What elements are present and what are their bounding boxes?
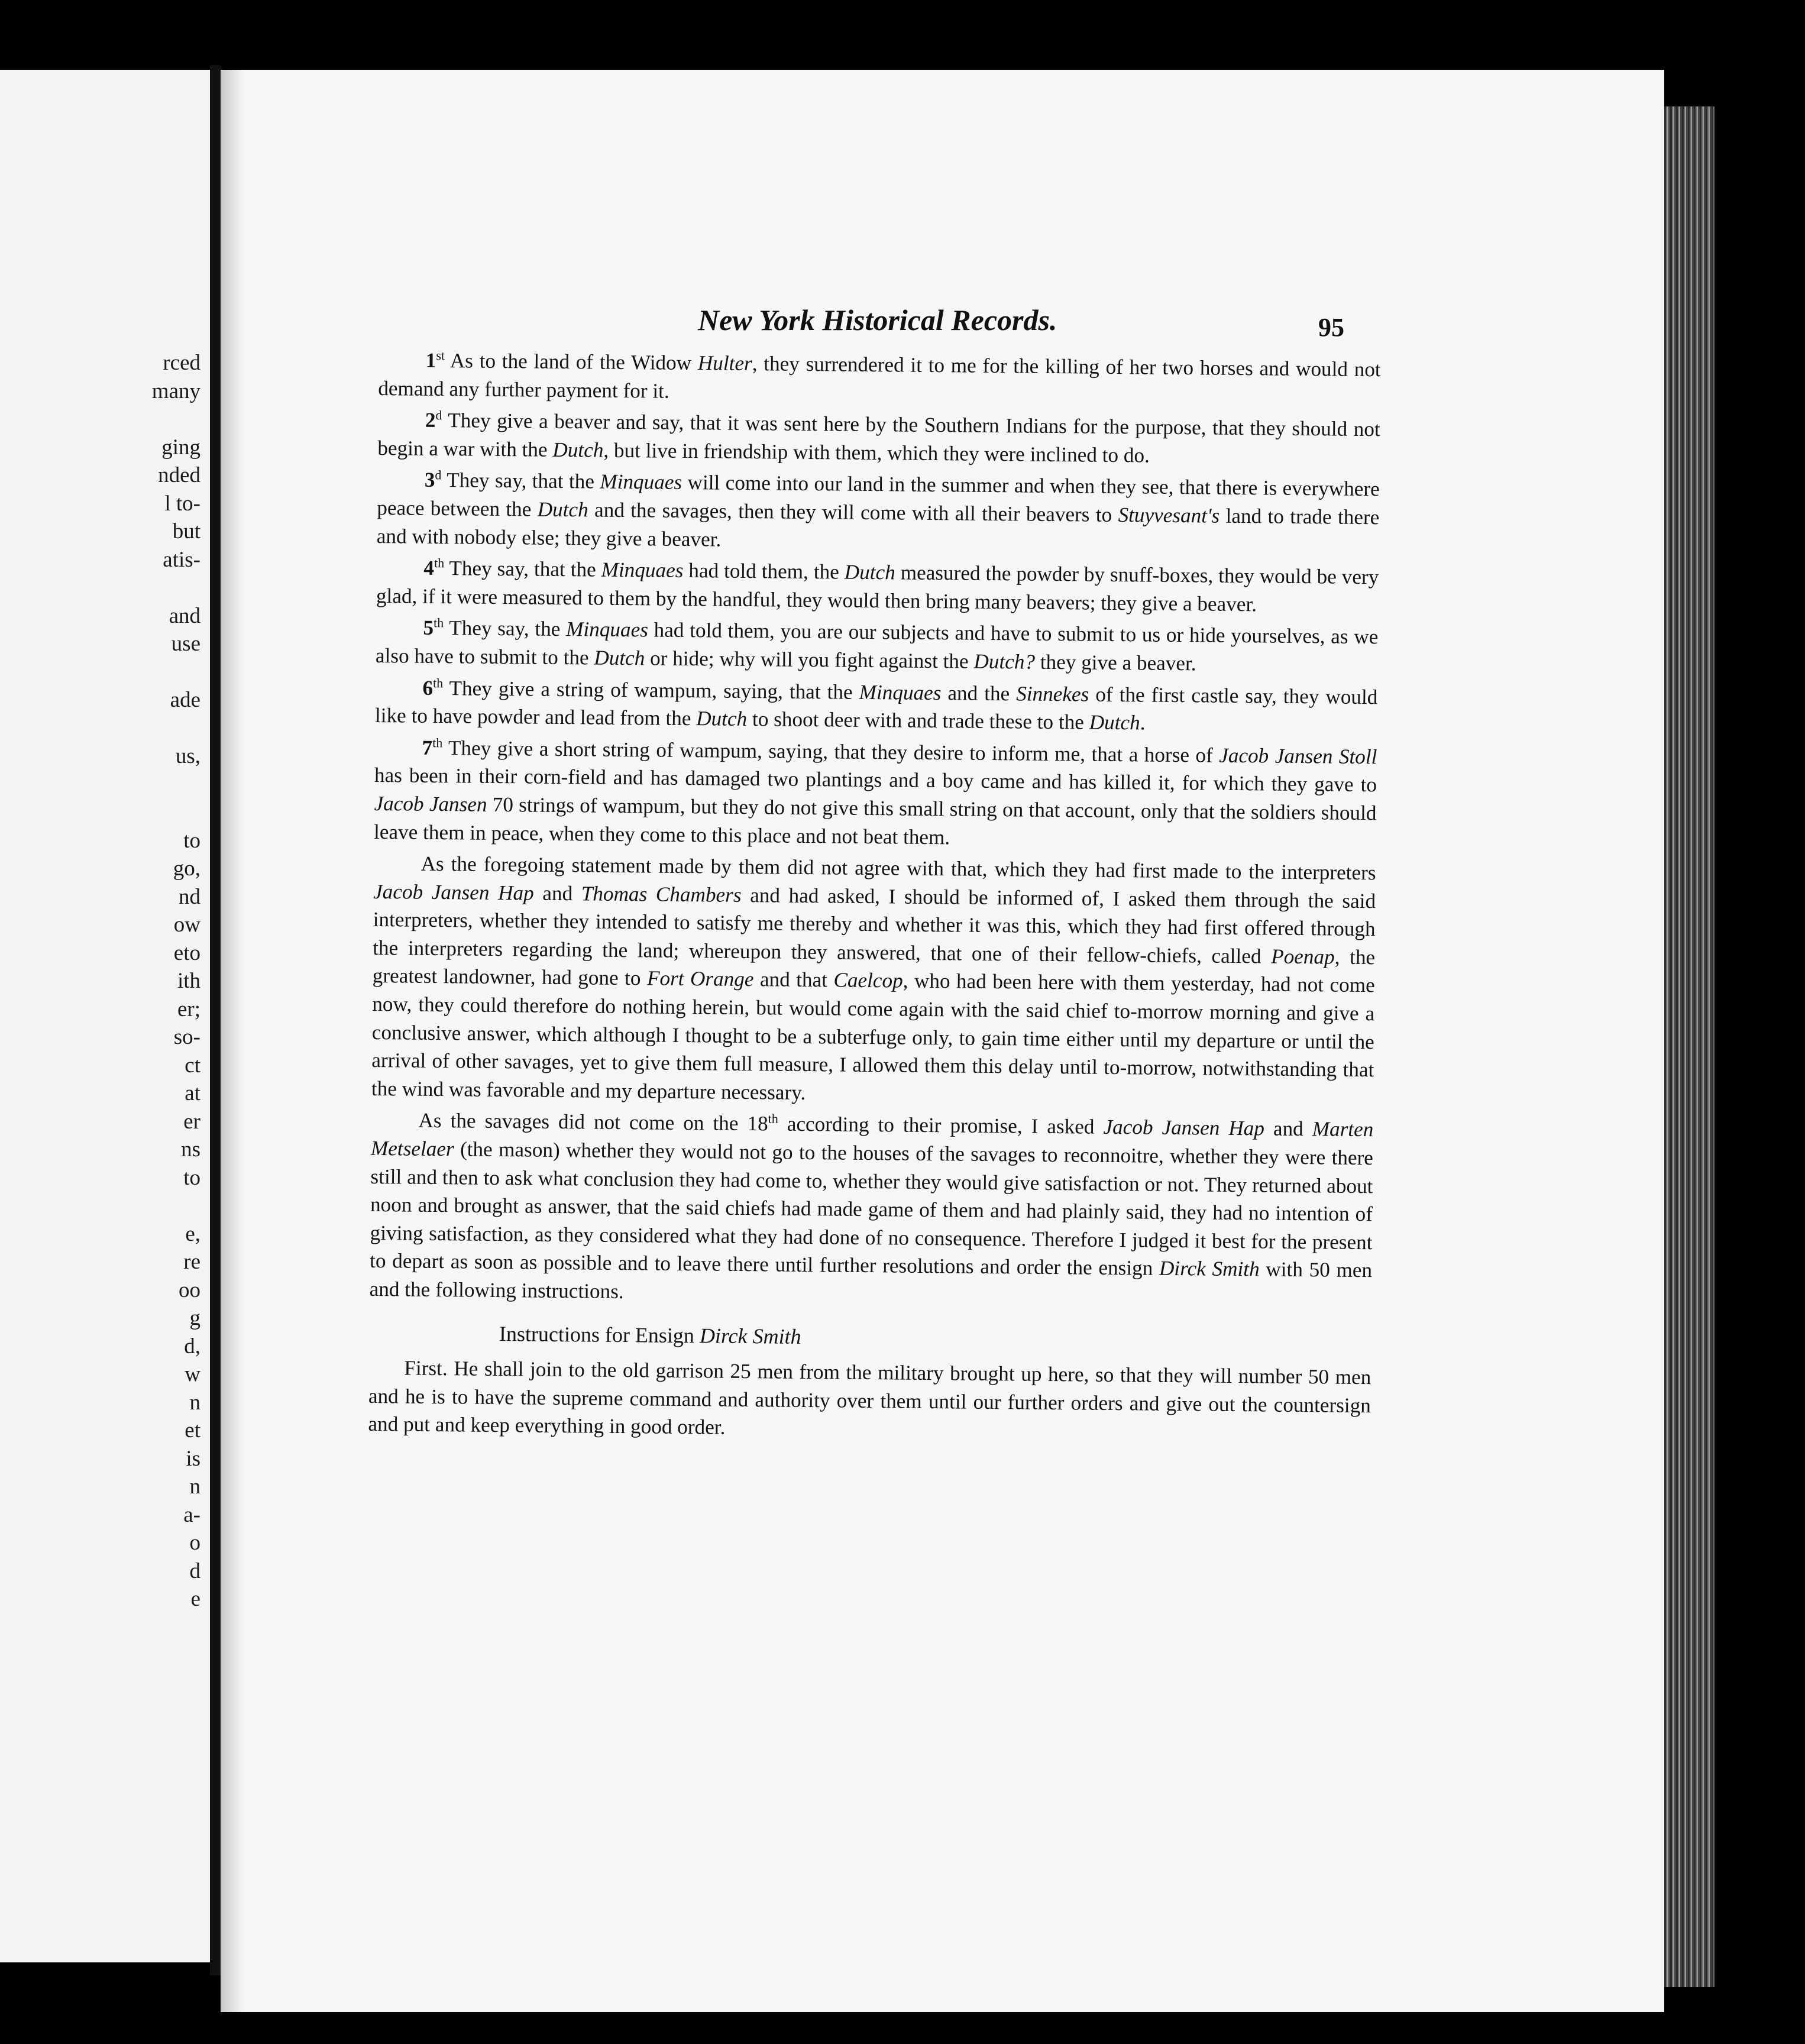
facing-page-fragment-line: re — [183, 1250, 200, 1274]
statement-segment: Jacob Jansen — [374, 791, 487, 816]
statement-segment: they give a beaver. — [1034, 650, 1196, 675]
narrative-segment: with 50 men and the following instructions. — [369, 1257, 1373, 1304]
narrative-segment: Jacob Jansen Hap — [373, 879, 534, 905]
facing-page-fragment-line: to — [183, 828, 200, 853]
narrative-segment: Caelcop — [833, 968, 903, 993]
statement-number: 5 — [423, 616, 434, 640]
facing-page-fragment-line — [112, 1192, 200, 1220]
facing-page-fragment-line — [112, 798, 200, 827]
facing-page-fragment-line: nd — [179, 884, 200, 909]
statement-segment: They give a beaver and say, that it was sent here by the Southern Indians for the purpose, that they should not begin a war with the — [377, 409, 1380, 461]
facing-page-fragment-line: ging — [161, 435, 200, 460]
statement-number: 7 — [422, 736, 433, 759]
statement-segment: to shoot deer with and trade these to the — [747, 707, 1089, 734]
narrative-paragraphs — [369, 849, 1376, 1313]
statement-segment: Minquaes — [859, 680, 942, 704]
running-title: New York Historical Records. — [698, 303, 1057, 337]
narrative-segment: Marten Metselaer — [370, 1117, 1374, 1161]
narrative-segment: , who had been here with them yesterday, had not come now, they could therefore do nothing herein, but would come again with the said chief to-morrow morning and give a conclusive answer, which although I thought to be a subterfuge only, to gain time either until my departure or until the arrival of other savages, yet to give them full measure, I allowed them this delay until to-morrow, notwithstanding that the wind was favorable and my departure necessary. — [371, 969, 1375, 1104]
narrative-segment: and — [1264, 1117, 1312, 1141]
facing-page-fragment-line: ct — [185, 1053, 200, 1078]
statement-segment: had told them, you are our subjects and have to submit to us or hide yourselves, as we also have to submit to the — [375, 618, 1379, 670]
narrative-segment: Poenap — [1271, 945, 1335, 969]
statement-segment: Jacob Jansen Stoll — [1219, 743, 1377, 768]
facing-page-fragment-line: many — [151, 379, 200, 403]
facing-page-fragment-line — [112, 574, 200, 602]
statement-segment: Dutch — [594, 646, 645, 670]
page-stack-edge — [1664, 106, 1715, 1987]
statement-item — [377, 465, 1380, 559]
statement-number-suffix: th — [432, 735, 443, 751]
statement-segment: Hulter — [697, 351, 752, 376]
statement-segment: They say, that the — [441, 468, 600, 493]
statement-number-suffix: d — [435, 467, 442, 483]
statement-item — [374, 733, 1377, 856]
statement-number-suffix: th — [433, 675, 444, 690]
statement-segment: They say, the — [443, 616, 567, 641]
statement-segment: Dutch — [537, 497, 588, 522]
narrative-segment: and had asked, I should be informed of, I asked them through the said interpreters, whether they intended to satisfy me thereby and whether it was this, which they had first offered through the interpreters regarding the land; whereupon they answered, that one of their fellow-chiefs, called — [373, 883, 1376, 968]
facing-page-fragment-line: ade — [170, 688, 200, 712]
facing-page-fragment-line — [112, 771, 200, 799]
facing-page-fragment-line: ns — [181, 1137, 200, 1162]
facing-page-fragment-line: er — [183, 1109, 200, 1134]
facing-page-fragment-line: at — [185, 1081, 200, 1105]
book-gutter — [210, 65, 221, 1975]
statement-item — [376, 613, 1379, 679]
statement-segment: Dutch? — [973, 649, 1036, 674]
statement-segment: 70 strings of wampum, but they do not give this small string on that account, only that the soldiers should leave them in peace, when they come to this place and not beat them. — [373, 793, 1377, 849]
facing-page-fragment-line — [112, 405, 200, 434]
statement-number-suffix: st — [436, 348, 445, 363]
statement-number: 2 — [425, 408, 436, 432]
facing-page-fragment-line: er; — [177, 997, 200, 1021]
statement-segment: Minquaes — [565, 617, 649, 642]
facing-page-fragment-line: e — [190, 1587, 200, 1611]
facing-page-fragment-line: o — [189, 1531, 200, 1555]
statement-segment: Stuyvesant's — [1118, 503, 1220, 528]
facing-page-line-endings — [112, 349, 200, 1613]
statement-segment: Dutch — [1089, 710, 1140, 735]
facing-page-fragment-line: eto — [173, 940, 200, 965]
facing-page-fragment-line: oo — [179, 1278, 200, 1302]
narrative-segment: , the greatest landowner, had gone to — [372, 945, 1376, 990]
statement-segment: or hide; why will you fight against the — [645, 646, 974, 673]
page-number: 95 — [1318, 313, 1344, 342]
scan-background — [1715, 106, 1805, 2044]
narrative-segment: As the savages did not come on the 18 — [418, 1109, 768, 1136]
statement-item — [375, 674, 1378, 739]
facing-page-fragment-line: go, — [173, 856, 200, 881]
facing-page-fragment-line: n — [189, 1474, 200, 1499]
narrative-segment: and — [533, 881, 581, 905]
narrative-segment: Thomas Chambers — [581, 882, 742, 907]
facing-page-fragment-line: rced — [163, 351, 200, 375]
facing-page-fragment-line: et — [185, 1418, 200, 1443]
narrative-segment: Jacob Jansen Hap — [1103, 1115, 1265, 1140]
statement-segment: Dutch — [552, 438, 604, 462]
narrative-segment: Fort Orange — [646, 966, 754, 991]
statement-segment: , but live in friendship with them, which they were inclined to do. — [603, 438, 1150, 467]
statement-segment: and the — [941, 681, 1017, 705]
instructions-heading-prefix: Instructions for Ensign — [499, 1321, 700, 1347]
facing-page-fragment-line: us, — [175, 744, 200, 768]
statement-segment: of the first castle say, they would like to have powder and lead from the — [374, 683, 1378, 730]
statement-segment: They give a short string of wampum, saying, that they desire to inform me, that a horse of — [442, 736, 1219, 767]
statement-segment: Dutch — [844, 560, 895, 584]
statement-number: 4 — [423, 556, 435, 580]
numbered-statements — [374, 346, 1381, 855]
narrative-segment: th — [768, 1111, 778, 1127]
statement-number-suffix: th — [434, 555, 445, 571]
narrative-segment: (the mason) whether they would not go to the houses of the savages to reconnoitre, whether they were there still and then to ask what conclusion they had come to, whether they would give satisfaction or not. They returned about noon and brought as answer, that the said chiefs had made game of them and had plainly said, they had no intention of giving satisfaction, as they considered what they had done of no consequence. Therefore I judged it best for the present to depart as soon as possible and to leave there until further resolutions and order the ensign — [369, 1137, 1374, 1280]
facing-page-fragment-line: is — [186, 1446, 200, 1471]
facing-page-fragment-line: and — [169, 603, 200, 628]
facing-page-fragment-line: a- — [183, 1502, 200, 1527]
narrative-segment: As the foregoing statement made by them did not agree with that, which they had first made to the interpreters — [420, 852, 1376, 885]
facing-page-fragment-line: l to- — [164, 491, 200, 516]
statement-number: 3 — [424, 468, 435, 492]
statement-segment: . — [1140, 711, 1146, 735]
statement-segment: measured the powder by snuff-boxes, they would be very glad, if it were measured to them by the handful, they would then bring many beavers; they give a beaver. — [376, 561, 1379, 616]
statement-segment: Minquaes — [600, 470, 682, 494]
facing-page-fragment-line: ith — [177, 969, 200, 993]
instructions-heading-name: Dirck Smith — [699, 1323, 801, 1348]
statement-number: 1 — [425, 348, 436, 372]
statement-segment: Minquaes — [601, 558, 684, 583]
instructions-first: First. He shall join to the old garrison 25 men from the military brought up here, so that they will number 50 men and he is to have the supreme command and authority over them until our further orders and give out the countersign and put and keep everything in good order. — [368, 1356, 1371, 1440]
statement-item — [377, 406, 1380, 471]
narrative-paragraph — [371, 849, 1376, 1112]
statement-segment: will come into our land in the summer and when they see, that there is everywhere peace between the — [377, 471, 1380, 521]
facing-page-fragment-line: d, — [184, 1334, 200, 1359]
statement-segment: land to trade there and with nobody else; they give a beaver. — [376, 504, 1380, 551]
facing-page-fragment-line: n — [189, 1390, 200, 1415]
facing-page-fragment-line: e, — [185, 1221, 200, 1246]
statement-segment: They say, that the — [444, 557, 601, 581]
statement-segment: has been in their corn-field and has damaged two plantings and a boy came and has killed it, for which they gave to — [374, 764, 1377, 797]
statement-number: 6 — [422, 676, 434, 700]
statement-segment: , they surrendered it to me for the killing of her two horses and would not demand any further payment for it. — [378, 352, 1381, 403]
statement-item — [378, 346, 1381, 412]
narrative-segment: according to their promise, I asked — [778, 1112, 1104, 1139]
narrative-segment: and that — [753, 968, 834, 992]
statement-segment: and the savages, then they will come with all their beavers to — [588, 498, 1118, 526]
statement-segment: Dutch — [696, 707, 748, 731]
statement-number-suffix: d — [435, 407, 442, 423]
facing-page-fragment-line — [112, 714, 200, 743]
narrative-paragraph — [369, 1106, 1373, 1312]
facing-page-fragment — [0, 70, 210, 1962]
facing-page-fragment-line: to — [183, 1165, 200, 1190]
statement-segment: Sinnekes — [1016, 681, 1089, 706]
facing-page-fragment-line: ow — [173, 913, 200, 937]
facing-page-fragment-line: atis- — [163, 547, 200, 572]
statement-item — [376, 554, 1379, 619]
statement-segment: They give a string of wampum, saying, that the — [442, 676, 859, 704]
statement-number-suffix: th — [433, 615, 444, 630]
page-body — [368, 346, 1381, 1451]
facing-page-fragment-line: so- — [173, 1025, 200, 1049]
statement-segment: As to the land of the Widow — [444, 349, 698, 375]
facing-page-fragment-line — [112, 658, 200, 687]
facing-page-fragment-line: g — [189, 1306, 200, 1330]
instructions-heading — [499, 1320, 1371, 1357]
facing-page-fragment-line: d — [189, 1558, 200, 1583]
facing-page-fragment-line: use — [171, 632, 200, 656]
narrative-segment: Dirck Smith — [1159, 1257, 1260, 1281]
facing-page-fragment-line: nded — [158, 463, 200, 487]
facing-page-fragment-line: w — [185, 1362, 200, 1386]
facing-page-fragment-line: but — [172, 519, 200, 544]
page-curve-shadow — [221, 70, 244, 2012]
statement-segment: had told them, the — [683, 559, 845, 584]
